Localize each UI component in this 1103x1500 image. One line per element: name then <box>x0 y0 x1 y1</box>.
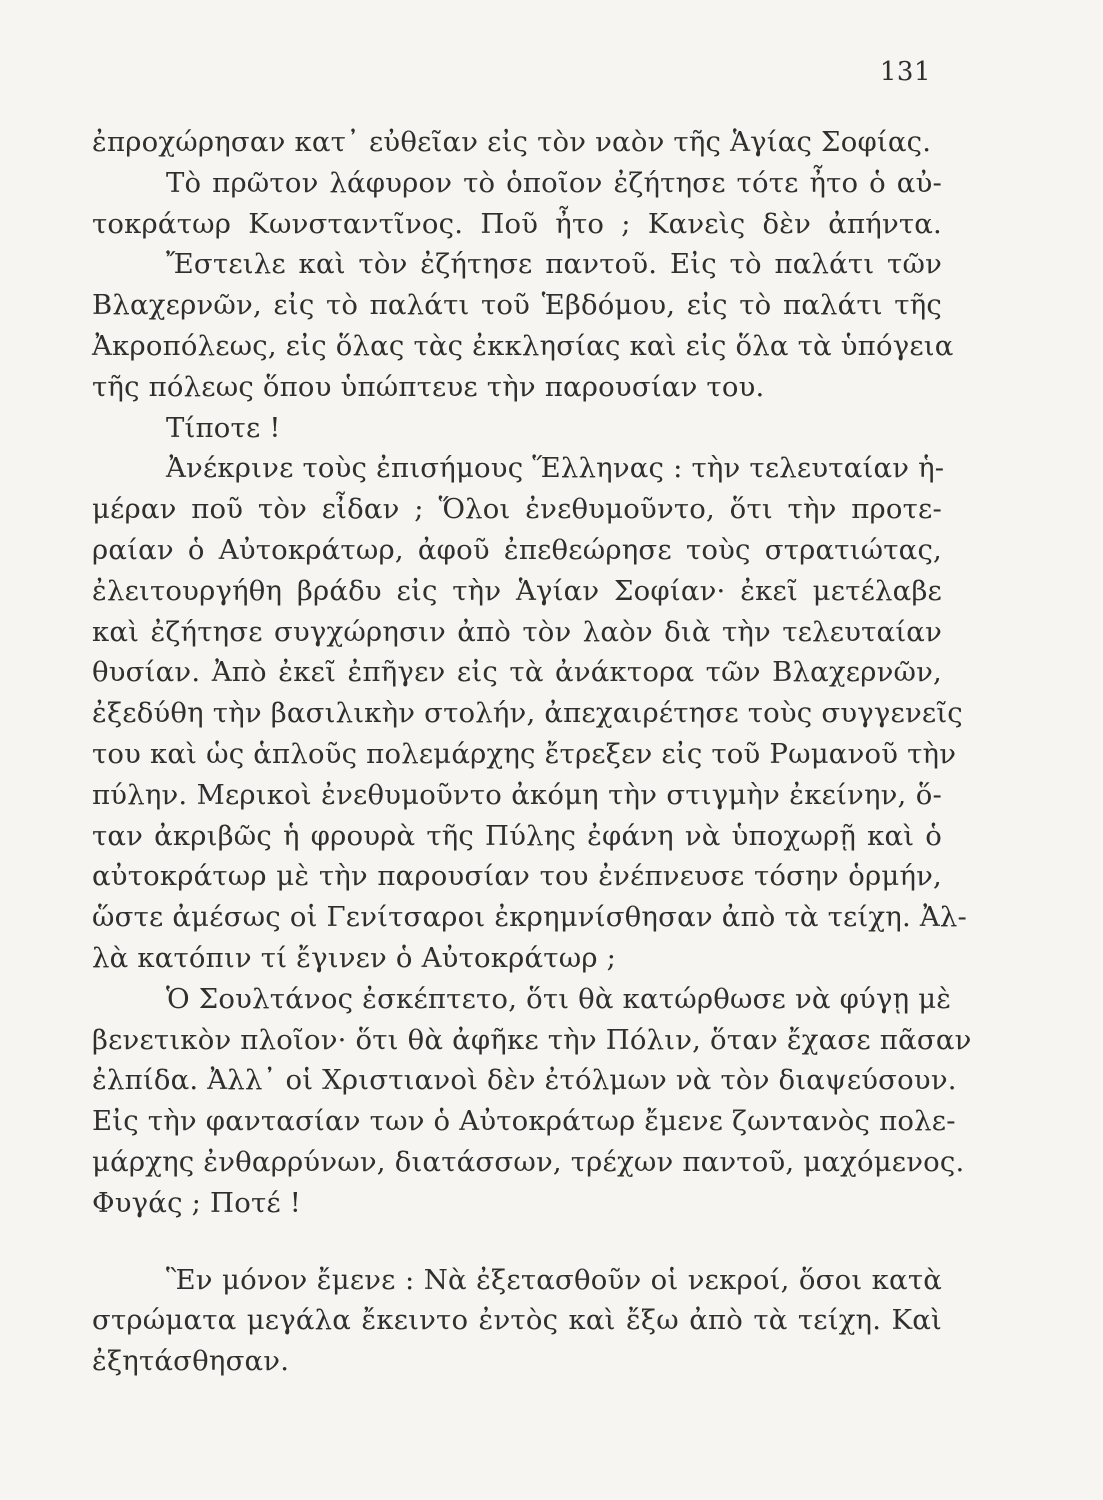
paragraph-gap <box>92 1224 942 1260</box>
page-number: 131 <box>879 57 931 87</box>
text-line: ταν ἀκριβῶς ἡ φρουρὰ τῆς Πύλης ἐφάνη νὰ ὑποχωρῇ καὶ ὁ <box>92 819 942 852</box>
text-line: λὰ κατόπιν τί ἔγινεν ὁ Αὐτοκράτωρ ; <box>92 941 617 974</box>
text-line: καὶ ἐζήτησε συγχώρησιν ἀπὸ τὸν λαὸν διὰ τὴν τελευταίαν <box>92 615 942 648</box>
text-line: Ἀνέκρινε τοὺς ἐπισήμους Ἕλληνας : τὴν τελευταίαν ἡ- <box>166 452 945 485</box>
text-line: Τὸ πρῶτον λάφυρον τὸ ὁποῖον ἐζήτησε τότε ἦτο ὁ αὐ- <box>166 166 942 199</box>
text-line: του καὶ ὡς ἁπλοῦς πολεμάρχης ἔτρεξεν εἰς τοῦ Ρωμανοῦ τὴν <box>92 737 957 770</box>
text-line: ἐλπίδα. Ἀλλ᾿ οἱ Χριστιανοὶ δὲν ἐτόλμων νὰ τὸν διαψεύσουν. <box>92 1064 957 1097</box>
text-line: τῆς πόλεως ὅπου ὑπώπτευε τὴν παρουσίαν του. <box>92 370 765 403</box>
text-line: Εἰς τὴν φαντασίαν των ὁ Αὐτοκράτωρ ἔμενε ζωντανὸς πολε- <box>92 1105 956 1138</box>
text-line: ραίαν ὁ Αὐτοκράτωρ, ἀφοῦ ἐπεθεώρησε τοὺς στρατιώτας, <box>92 533 942 566</box>
text-line: ἐξεδύθη τὴν βασιλικὴν στολήν, ἀπεχαιρέτησε τοὺς συγγενεῖς <box>92 697 963 730</box>
text-line: Ἓν μόνον ἔμενε : Νὰ ἐξετασθοῦν οἱ νεκροί, ὅσοι κατὰ <box>166 1263 942 1296</box>
text-line: Ἔστειλε καὶ τὸν ἐζήτησε παντοῦ. Εἰς τὸ παλάτι τῶν <box>166 248 942 281</box>
text-line: αὐτοκράτωρ μὲ τὴν παρουσίαν του ἐνέπνευσε τόσην ὁρμήν, <box>92 860 942 893</box>
text-line: βενετικὸν πλοῖον· ὅτι θὰ ἀφῆκε τὴν Πόλιν, ὅταν ἔχασε πᾶσαν <box>92 1023 972 1056</box>
text-line: Φυγάς ; Ποτέ ! <box>92 1186 302 1219</box>
text-line: Ὁ Σουλτάνος ἐσκέπτετο, ὅτι θὰ κατώρθωσε νὰ φύγῃ μὲ <box>166 982 952 1015</box>
text-line: ἐπροχώρησαν κατ᾿ εὐθεῖαν εἰς τὸν ναὸν τῆς Ἁγίας Σοφίας. <box>92 126 932 158</box>
text-line: Τίποτε ! <box>166 411 281 444</box>
body-text <box>92 122 972 1382</box>
text-line: τοκράτωρ Κωνσταντῖνος. Ποῦ ἦτο ; Κανεὶς δὲν ἀπήντα. <box>92 207 942 240</box>
text-line: Βλαχερνῶν, εἰς τὸ παλάτι τοῦ Ἑβδόμου, εἰς τὸ παλάτι τῆς <box>92 289 942 322</box>
text-line: ἐλειτουργήθη βράδυ εἰς τὴν Ἁγίαν Σοφίαν· ἐκεῖ μετέλαβε <box>92 574 942 607</box>
text-line: μέραν ποῦ τὸν εἶδαν ; Ὅλοι ἐνεθυμοῦντο, ὅτι τὴν προτε- <box>92 493 942 526</box>
text-line: πύλην. Μερικοὶ ἐνεθυμοῦντο ἀκόμη τὴν στιγμὴν ἐκείνην, ὅ- <box>92 778 942 811</box>
text-line: θυσίαν. Ἀπὸ ἐκεῖ ἐπῆγεν εἰς τὰ ἀνάκτορα τῶν Βλαχερνῶν, <box>92 656 942 689</box>
text-line: στρώματα μεγάλα ἔκειντο ἐντὸς καὶ ἔξω ἀπὸ τὰ τείχη. Καὶ <box>92 1304 942 1337</box>
text-line: μάρχης ἐνθαρρύνων, διατάσσων, τρέχων παντοῦ, μαχόμενος. <box>92 1145 965 1178</box>
text-line: Ἀκροπόλεως, εἰς ὅλας τὰς ἐκκλησίας καὶ εἰς ὅλα τὰ ὑπόγεια <box>92 329 954 362</box>
text-line: ὥστε ἀμέσως οἱ Γενίτσαροι ἐκρημνίσθησαν ἀπὸ τὰ τείχη. Ἀλ- <box>92 901 968 934</box>
text-line: ἐξητάσθησαν. <box>92 1345 290 1378</box>
